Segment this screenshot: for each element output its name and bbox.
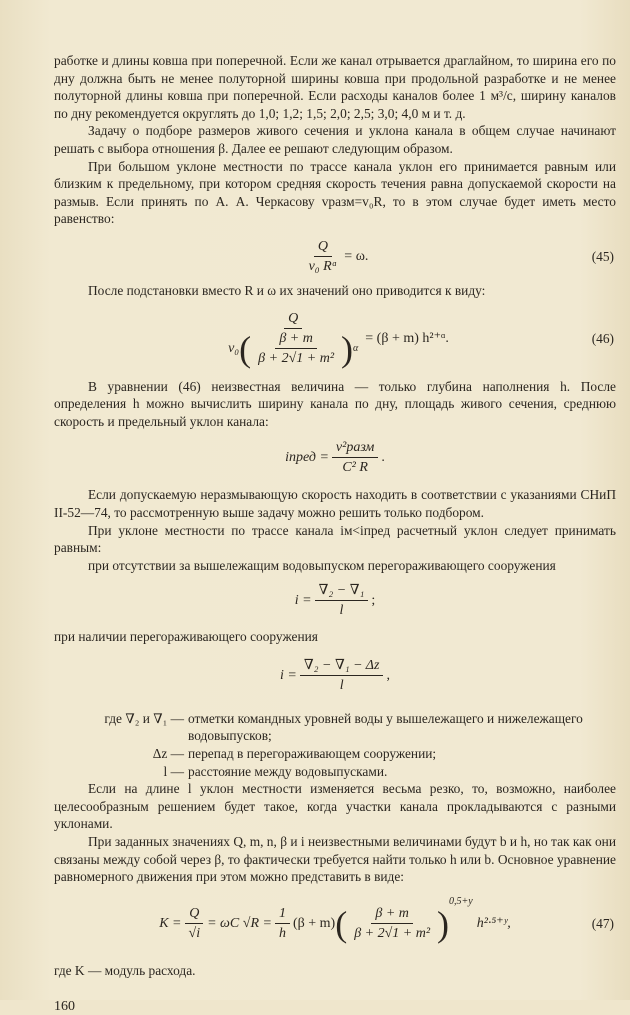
formula-46-fraction xyxy=(224,311,362,367)
page-number: 160 xyxy=(54,999,75,1015)
formula-46-inner-denominator: β + 2√1 + m² xyxy=(258,350,335,366)
formula-46-v0: v₀ xyxy=(228,340,240,356)
formula-47-fraction-1 xyxy=(185,906,205,942)
formula-45-fraction xyxy=(305,239,342,275)
definitions-list xyxy=(54,710,616,780)
formula-i-2-numerator: ∇₂ − ∇₁ − Δz xyxy=(300,658,384,676)
equation-number-47: (47) xyxy=(591,915,614,931)
formula-i-2-denominator: l xyxy=(339,677,344,693)
paragraph-4: После подстановки вместо R и ω их значений оно приводится к виду: xyxy=(88,282,486,298)
formula-47-inner-fraction xyxy=(350,906,434,942)
formula-i-2 xyxy=(54,646,616,706)
definition-item xyxy=(54,710,616,745)
formula-i-1-denominator: l xyxy=(339,603,344,619)
formula-46 xyxy=(54,300,616,378)
definition-text: расстояние между водовыпусками. xyxy=(188,763,388,779)
formula-47-lhs: K = xyxy=(159,915,182,931)
formula-46-left-paren: ( xyxy=(239,328,252,369)
formula-46-denominator xyxy=(224,329,362,367)
formula-i-2-fraction xyxy=(300,658,384,694)
formula-46-exponent: α xyxy=(353,342,359,354)
formula-47-fraction-2 xyxy=(275,906,290,942)
formula-i-pred-denominator: C² R xyxy=(342,460,368,476)
formula-i-1-numerator: ∇₂ − ∇₁ xyxy=(315,583,369,601)
definition-text: отметки командных уровней воды у вышележащего и нижележащего водовыпусков; xyxy=(188,710,583,744)
formula-46-inner-fraction xyxy=(254,331,338,367)
paragraph-8: при отсутствии за вышележащим водовыпуском перегораживающего сооружения xyxy=(88,557,556,573)
formula-i-pred-lhs: iпред = xyxy=(285,450,329,466)
formula-46-numerator: Q xyxy=(284,311,302,329)
formula-45 xyxy=(54,232,616,282)
definition-item xyxy=(54,763,616,781)
formula-i-pred-fraction xyxy=(332,440,378,476)
definition-text: перепад в перегораживающем сооружении; xyxy=(188,746,437,762)
formula-46-right-paren: ) xyxy=(341,328,354,369)
formula-47-inner-numerator: β + m xyxy=(371,906,413,924)
paragraph-6: Если допускаемую неразмывающую скорость находить в соответствии с указаниями СНиП II-52—74, то рассмотренную выше задачу можно решить только подбором. xyxy=(54,487,616,520)
formula-47-middle: = ωC √R = xyxy=(207,915,272,931)
formula-47-inner-denominator: β + 2√1 + m² xyxy=(354,925,431,941)
formula-i-1 xyxy=(54,574,616,628)
formula-47-middle-2: (β + m) xyxy=(292,915,336,931)
formula-i-2-lhs: i = xyxy=(280,667,297,683)
paragraph-10: Если на длине l уклон местности изменяется весьма резко, то, возможно, наиболее целесообразным решением будет такое, когда участки канала прокладываются с разными уклонами. xyxy=(54,781,616,832)
formula-47-tail: h²·⁵⁺ʸ, xyxy=(476,916,511,932)
paragraph-12: где K — модуль расхода. xyxy=(54,962,196,978)
paragraph-2: Задачу о подборе размеров живого сечения и уклона канала в общем случае начинают решать с выбора отношения β. Далее ее решают следующим образом. xyxy=(54,123,616,156)
formula-45-denominator: v₀ Rᵅ xyxy=(308,258,338,274)
formula-i-2-tail: , xyxy=(386,667,390,683)
formula-47-denominator-1: √i xyxy=(188,925,201,941)
formula-47-left-paren: ( xyxy=(335,903,348,944)
formula-47-numerator-1: Q xyxy=(185,906,203,924)
formula-45-numerator: Q xyxy=(314,239,332,257)
formula-47-exponent: 0,5+y xyxy=(449,895,473,907)
formula-45-rhs: = ω. xyxy=(344,248,369,264)
paragraph-11: При заданных значениях Q, m, n, β и i неизвестными величинами будут b и h, но так как они связаны между собой через β, то фактически требуется найти только h или b. Основное уравнение равномерного движения при этом можно представить в виде: xyxy=(54,834,616,885)
definition-term: Δz — xyxy=(152,746,184,762)
paragraph-9: при наличии перегораживающего сооружения xyxy=(54,629,318,645)
formula-i-1-fraction xyxy=(315,583,369,619)
formula-46-inner-numerator: β + m xyxy=(275,331,317,349)
formula-46-rhs: = (β + m) h²⁺ᵅ. xyxy=(365,331,449,347)
formula-i-pred-tail: . xyxy=(381,450,385,466)
formula-i-pred-numerator: v²разм xyxy=(332,440,378,458)
equation-number-46: (46) xyxy=(591,330,614,346)
formula-47-numerator-2: 1 xyxy=(275,906,290,924)
formula-i-1-lhs: i = xyxy=(294,593,312,609)
formula-47-right-paren: ) xyxy=(437,903,450,944)
formula-47-denominator-2: h xyxy=(278,925,286,941)
formula-i-pred xyxy=(54,430,616,486)
paragraph-1: работке и длины ковша при поперечной. Если же канал отрывается драглайном, то ширина его по дну должна быть не менее полуторной ширины ковша при продольной разработке и не менее полуторной длины ковша при поперечной. Если расходы каналов более 1 м³/с, ширину каналов по дну рекомендуется округлять до 1,0; 1,2; 1,5; 2,0; 2,5; 3,0; 4,0 м и т. д. xyxy=(54,53,616,121)
paragraph-5: В уравнении (46) неизвестная величина — только глубина наполнения h. После определения h можно вычислить ширину канала по дну, площадь живого сечения, среднюю скорость и предельный уклон канала: xyxy=(54,378,616,429)
paragraph-3: При большом уклоне местности по трассе канала уклон его принимается равным или близким к предельному, при котором средняя скорость течения равна допускаемой скорости на размыв. Если принять по А. А. Черкасову vразм=v₀R, то в этом случае будет иметь место равенство: xyxy=(54,158,616,227)
formula-i-1-tail: ; xyxy=(371,593,376,609)
equation-number-45: (45) xyxy=(591,248,614,264)
paragraph-7: При уклоне местности по трассе канала iм<iпред расчетный уклон следует принимать равным: xyxy=(54,522,616,556)
definition-item xyxy=(54,745,616,763)
definition-term: l — xyxy=(163,763,184,779)
definition-term: где ∇₂ и ∇₁ — xyxy=(104,710,184,726)
formula-47 xyxy=(54,886,616,962)
